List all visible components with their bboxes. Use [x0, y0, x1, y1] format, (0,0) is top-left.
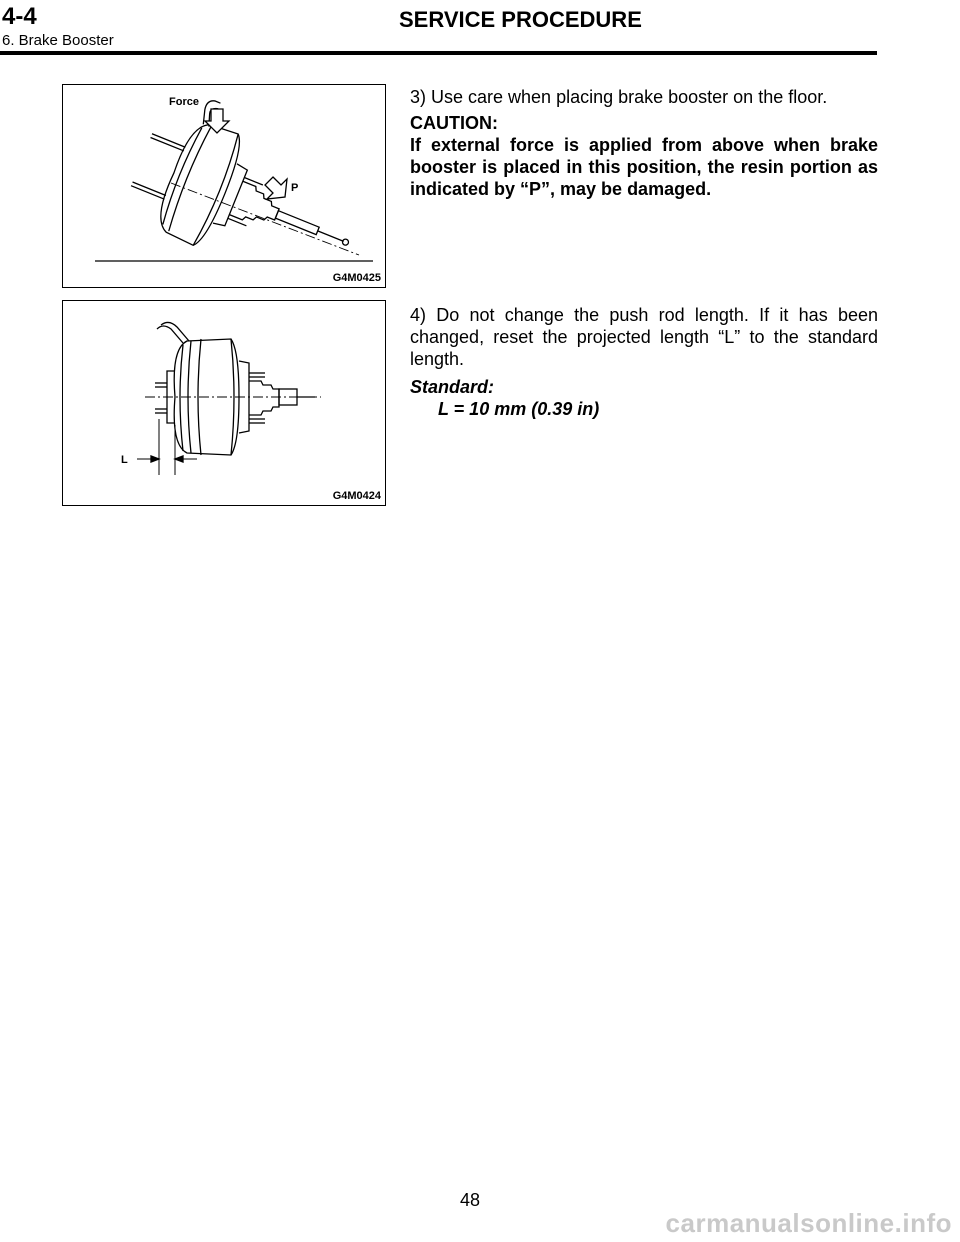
booster-pushrod-illustration	[63, 301, 385, 505]
standard-value: L = 10 mm (0.39 in)	[438, 399, 600, 419]
booster-tilted-illustration	[63, 85, 385, 287]
step-3-text: 3) Use care when placing brake booster on the floor.	[410, 87, 828, 107]
section-code: 4-4	[2, 3, 37, 30]
header-title: SERVICE PROCEDURE	[399, 7, 642, 32]
step-3-block	[410, 86, 878, 200]
figure-label-p: P	[291, 182, 299, 194]
figure-code: G4M0424	[332, 490, 381, 502]
caution-title: CAUTION:	[410, 113, 498, 133]
step-4-text: 4) Do not change the push rod length. If it has been changed, reset the projected length “L” to the standard length.	[410, 305, 878, 369]
caution-text: If external force is applied from above when brake booster is placed in this position, the resin portion as indicated by “P”, may be damaged.	[410, 135, 878, 199]
standard-label: Standard:	[410, 377, 495, 397]
step-4-block	[410, 304, 878, 420]
figure-label-l: L	[121, 454, 128, 466]
header-rule	[0, 51, 877, 55]
figure-booster-pushrod	[62, 300, 386, 506]
page-number: 48	[459, 1190, 481, 1210]
page-header	[0, 0, 960, 60]
figure-booster-tilted	[62, 84, 386, 288]
figure-code: G4M0425	[332, 272, 381, 284]
watermark: carmanualsonline.info	[665, 1208, 952, 1238]
figure-label-force: Force	[169, 96, 199, 108]
subsection-title: 6. Brake Booster	[2, 32, 114, 49]
